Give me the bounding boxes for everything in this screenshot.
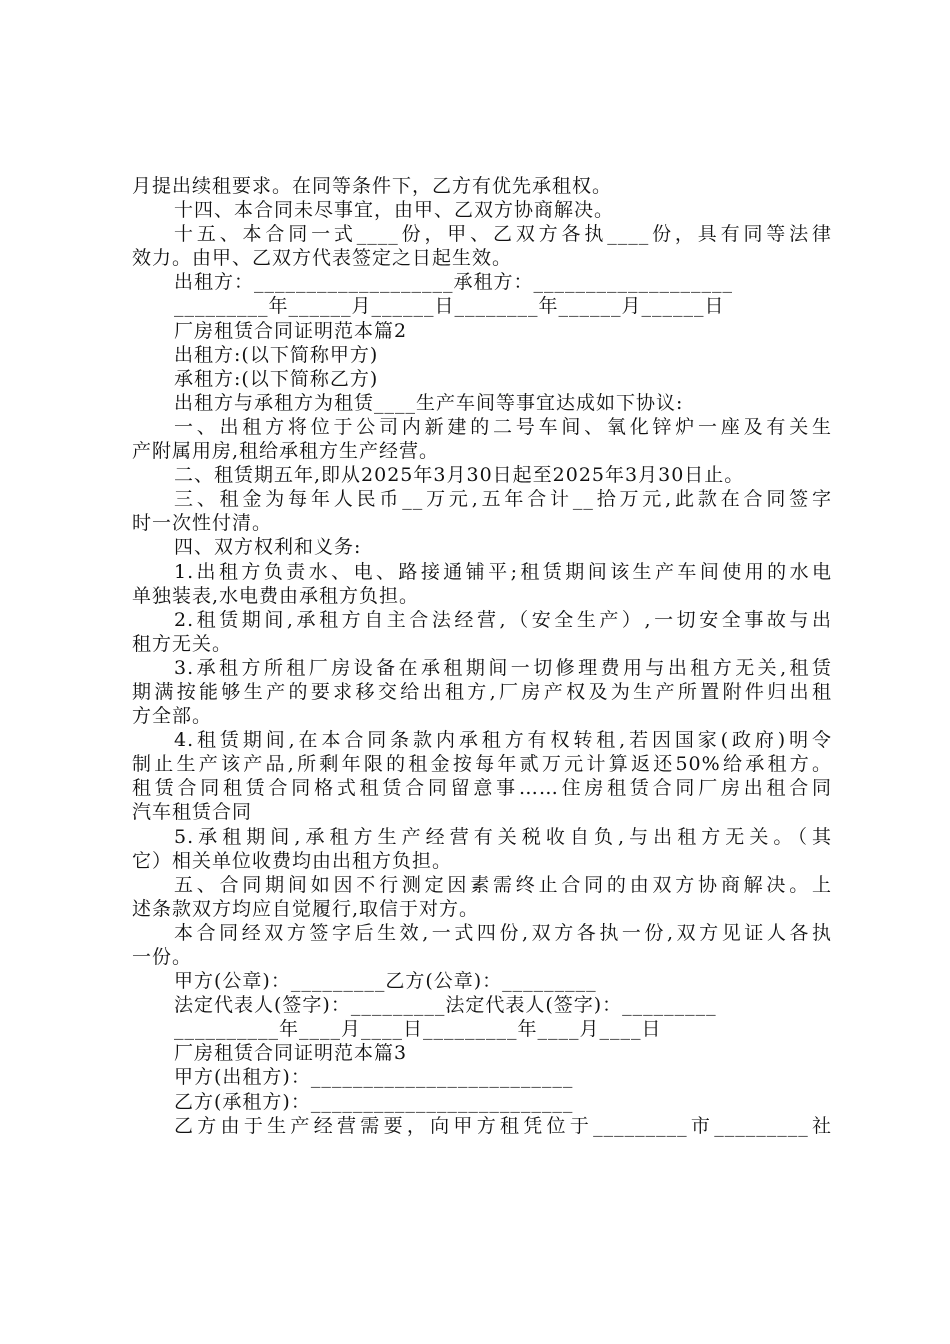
paragraph-line: 单独装表,水电费由承租方负担。 bbox=[132, 584, 420, 607]
paragraph-line: 3.承租方所租厂房设备在承租期间一切修理费用与出租方无关,租赁 bbox=[174, 656, 832, 679]
paragraph-line: 方全部。 bbox=[132, 705, 213, 728]
paragraph-line: 租方无关。 bbox=[132, 632, 233, 655]
signature-line: 出租方：___________________承租方：___________________ bbox=[174, 271, 734, 294]
paragraph-line: 一份。 bbox=[132, 946, 193, 968]
date-line: __________年____月____日_________年____月____日 bbox=[174, 1018, 662, 1041]
paragraph-line: 十四、本合同未尽事宜，由甲、乙双方协商解决。 bbox=[174, 199, 615, 222]
paragraph-line: 期满按能够生产的要求移交给出租方,厂房产权及为生产所置附件归出租 bbox=[132, 680, 832, 703]
paragraph-line: 制止生产该产品,所剩年限的租金按每年贰万元计算返还50%给承租方。 bbox=[132, 753, 832, 776]
paragraph-line: 本合同经双方签字后生效,一式四份,双方各执一份,双方见证人各执 bbox=[174, 921, 832, 944]
paragraph-line: 乙方由于生产经营需要，向甲方租凭位于_________市_________社 bbox=[174, 1114, 832, 1137]
signature-line: 法定代表人(签字)：_________法定代表人(签字)：_________ bbox=[174, 994, 717, 1017]
paragraph-line: 1.出租方负责水、电、路接通铺平;租赁期间该生产车间使用的水电 bbox=[174, 560, 832, 583]
paragraph-line: 租赁合同租赁合同格式租赁合同留意事……住房租赁合同厂房出租合同 bbox=[132, 777, 832, 800]
date-line: _________年______月______日________年______月______日 bbox=[174, 295, 725, 318]
paragraph-line: 时一次性付清。 bbox=[132, 512, 273, 535]
section-title: 厂房租赁合同证明范本篇2 bbox=[174, 319, 408, 342]
paragraph-line: 一、出租方将位于公司内新建的二号车间、氧化锌炉一座及有关生 bbox=[174, 415, 832, 438]
paragraph-line: 四、双方权利和义务: bbox=[174, 536, 362, 559]
paragraph-line: 它）相关单位收费均由出租方负担。 bbox=[132, 849, 453, 872]
paragraph-line: 4.租赁期间,在本合同条款内承租方有权转租,若因国家(政府)明令 bbox=[174, 729, 832, 752]
paragraph-line: 五、合同期间如因不行测定因素需终止合同的由双方协商解决。上 bbox=[174, 873, 832, 896]
paragraph-line: 出租方与承租方为租赁____生产车间等事宜达成如下协议: bbox=[174, 391, 684, 414]
paragraph-line: 承租方:(以下简称乙方) bbox=[174, 367, 379, 390]
paragraph-line: 述条款双方均应自觉履行,取信于对方。 bbox=[132, 897, 480, 920]
paragraph-line: 汽车租赁合同 bbox=[132, 801, 253, 824]
paragraph-line: 2.租赁期间,承租方自主合法经营,（安全生产）,一切安全事故与出 bbox=[174, 608, 832, 631]
paragraph-line: 5.承租期间,承租方生产经营有关税收自负,与出租方无关。（其 bbox=[174, 825, 832, 848]
paragraph-line: 十五、本合同一式____份，甲、乙双方各执____份，具有同等法律 bbox=[174, 223, 832, 246]
paragraph-line: 乙方(承租方)：_________________________ bbox=[174, 1090, 574, 1113]
paragraph-line: 出租方:(以下简称甲方) bbox=[174, 343, 379, 366]
paragraph-line: 月提出续租要求。在同等条件下，乙方有优先承租权。 bbox=[132, 175, 613, 197]
paragraph-line: 三、租金为每年人民币__万元,五年合计__拾万元,此款在合同签字 bbox=[174, 488, 832, 511]
section-title: 厂房租赁合同证明范本篇3 bbox=[174, 1042, 408, 1065]
paragraph-line: 产附属用房,租给承租方生产经营。 bbox=[132, 440, 440, 463]
paragraph-line: 甲方(出租方)：_________________________ bbox=[174, 1066, 574, 1089]
paragraph-line: 效力。由甲、乙双方代表签定之日起生效。 bbox=[132, 247, 513, 270]
document-body bbox=[132, 174, 832, 1138]
paragraph-line: 二、租赁期五年,即从2025年3月30日起至2025年3月30日止。 bbox=[174, 464, 745, 487]
signature-line: 甲方(公章)：_________乙方(公章)：_________ bbox=[174, 970, 597, 993]
